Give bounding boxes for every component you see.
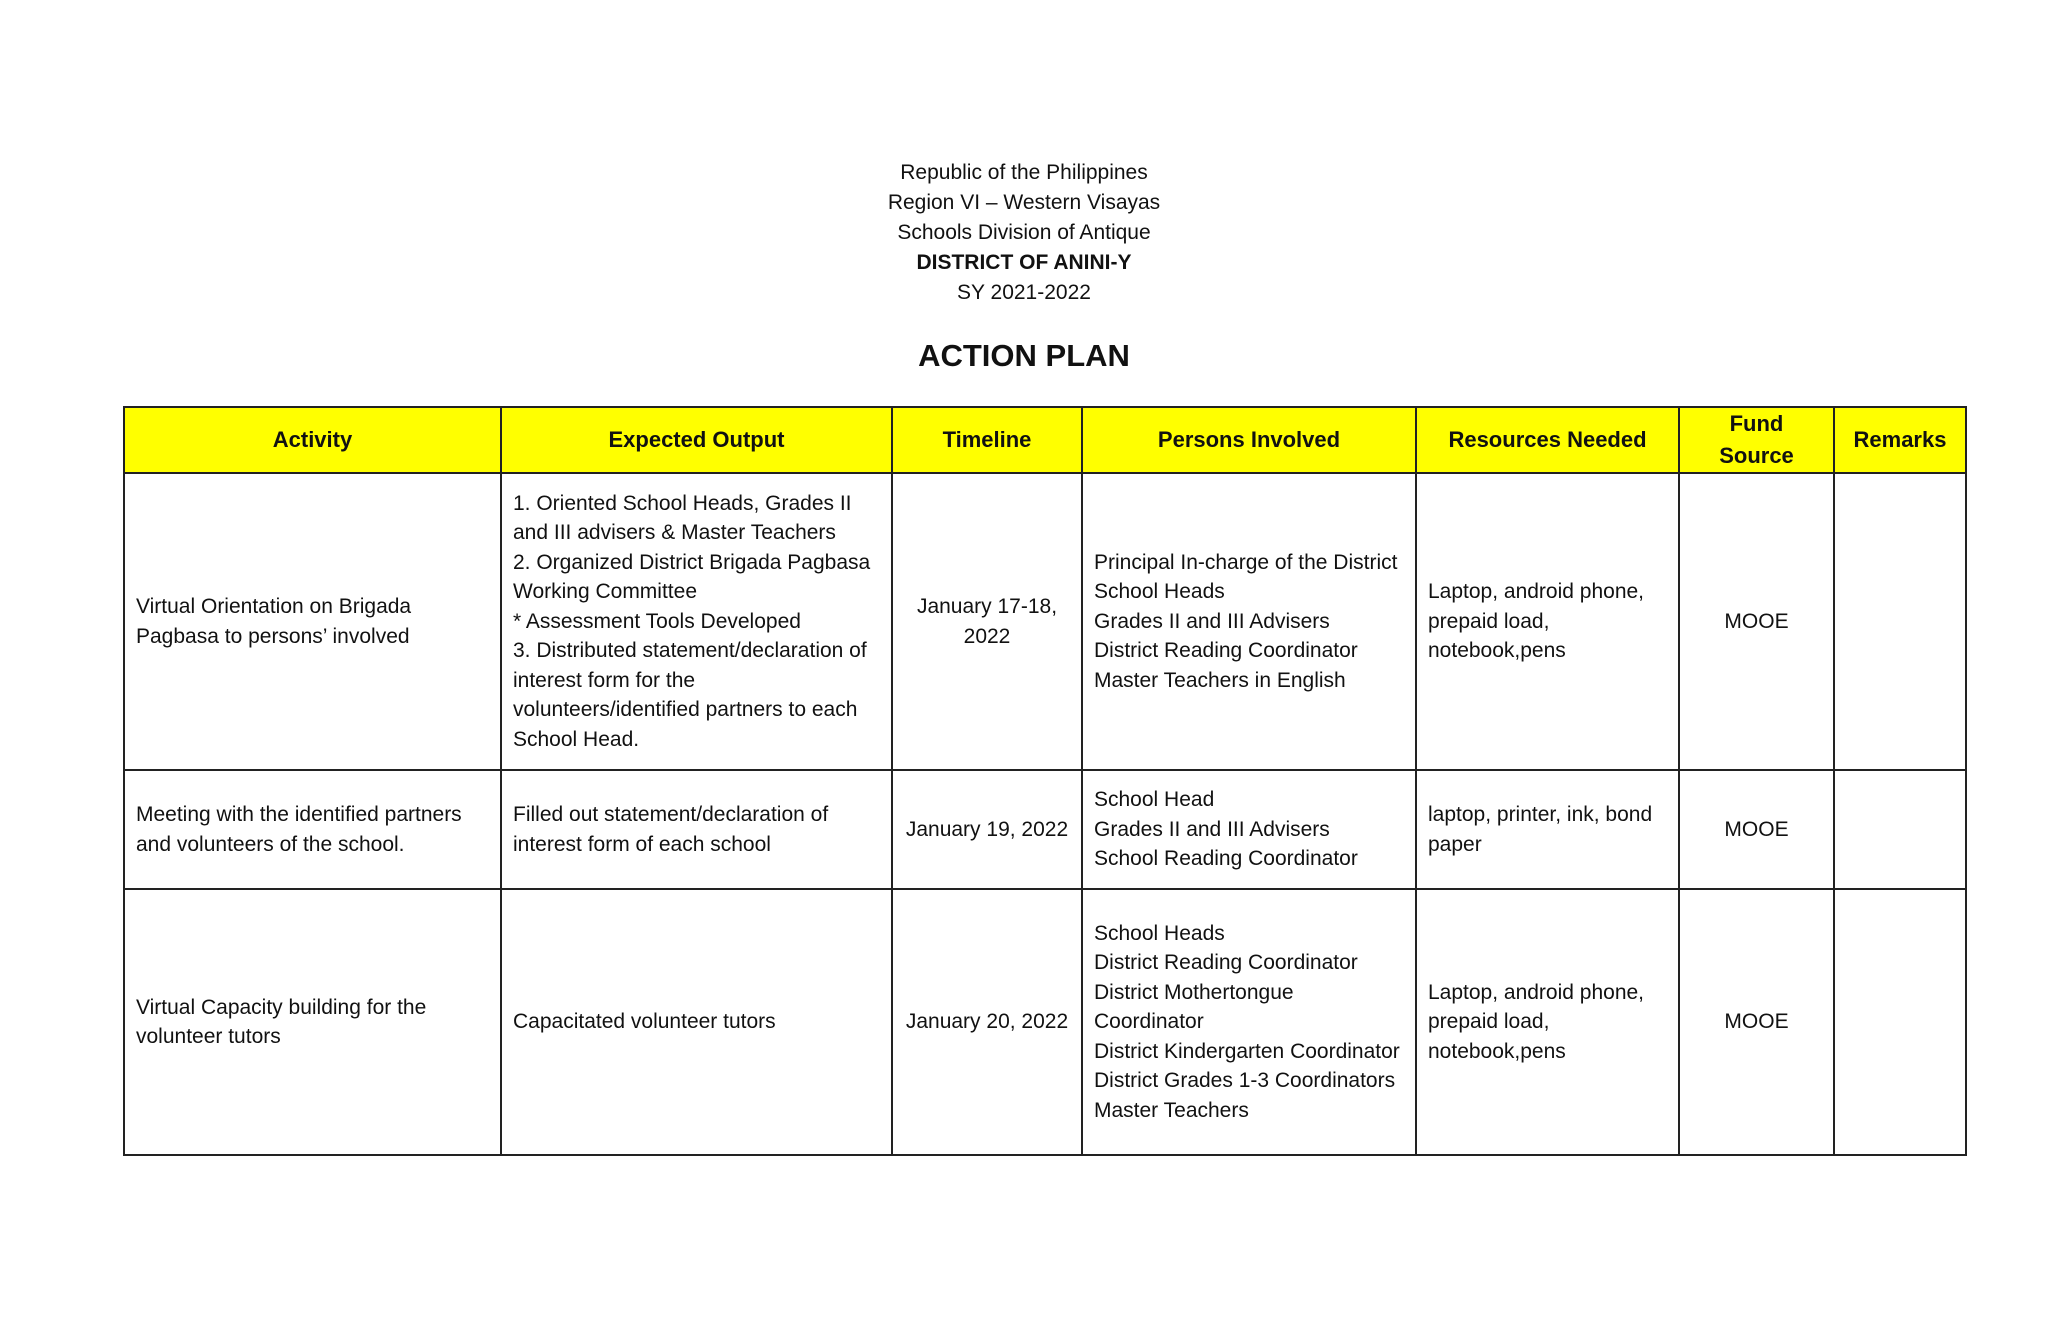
- column-header-resources-needed: Resources Needed: [1416, 407, 1679, 473]
- timeline-cell: January 20, 2022: [892, 889, 1082, 1155]
- header-school-year: SY 2021-2022: [957, 281, 1091, 304]
- header-region: Region VI – Western Visayas: [887, 191, 1161, 214]
- document-header: [0, 158, 2048, 308]
- timeline-cell: January 17-18, 2022: [892, 473, 1082, 770]
- fund-source-cell: MOOE: [1679, 770, 1834, 889]
- persons-involved-cell: Principal In-charge of the District School Heads Grades II and III Advisers District Reading Coordinator Master Teachers in English: [1082, 473, 1416, 770]
- activity-cell: Virtual Orientation on Brigada Pagbasa to persons’ involved: [124, 473, 501, 770]
- table-row: [124, 770, 1966, 889]
- expected-output-cell: Filled out statement/declaration of interest form of each school: [501, 770, 892, 889]
- table-row: [124, 889, 1966, 1155]
- activity-cell: Meeting with the identified partners and volunteers of the school.: [124, 770, 501, 889]
- column-header-persons-involved: Persons Involved: [1082, 407, 1416, 473]
- column-header-activity: Activity: [124, 407, 501, 473]
- column-header-fund-source: Fund Source: [1679, 407, 1834, 473]
- table-row: [124, 473, 1966, 770]
- table-header-row: [124, 407, 1966, 473]
- column-header-timeline: Timeline: [892, 407, 1082, 473]
- fund-source-cell: MOOE: [1679, 473, 1834, 770]
- resources-needed-cell: Laptop, android phone, prepaid load, notebook,pens: [1416, 473, 1679, 770]
- persons-involved-cell: School Head Grades II and III Advisers School Reading Coordinator: [1082, 770, 1416, 889]
- expected-output-cell: Capacitated volunteer tutors: [501, 889, 892, 1155]
- remarks-cell: [1834, 889, 1966, 1155]
- activity-cell: Virtual Capacity building for the volunteer tutors: [124, 889, 501, 1155]
- persons-involved-cell: School Heads District Reading Coordinator District Mothertongue Coordinator District Kindergarten Coordinator District Grades 1-3 Coordinators Master Teachers: [1082, 889, 1416, 1155]
- fund-source-cell: MOOE: [1679, 889, 1834, 1155]
- action-plan-table: [123, 406, 1967, 1156]
- column-header-remarks: Remarks: [1834, 407, 1966, 473]
- header-country: Republic of the Philippines: [900, 161, 1148, 184]
- remarks-cell: [1834, 770, 1966, 889]
- header-division: Schools Division of Antique: [897, 221, 1151, 244]
- page-title: ACTION PLAN: [918, 338, 1130, 373]
- header-district: DISTRICT OF ANINI-Y: [916, 251, 1132, 274]
- remarks-cell: [1834, 473, 1966, 770]
- resources-needed-cell: laptop, printer, ink, bond paper: [1416, 770, 1679, 889]
- column-header-expected-output: Expected Output: [501, 407, 892, 473]
- resources-needed-cell: Laptop, android phone, prepaid load, notebook,pens: [1416, 889, 1679, 1155]
- expected-output-cell: 1. Oriented School Heads, Grades II and III advisers & Master Teachers 2. Organized District Brigada Pagbasa Working Committee * Assessment Tools Developed 3. Distributed statement/declaration of interest form for the volunteers/identified partners to each School Head.: [501, 473, 892, 770]
- timeline-cell: January 19, 2022: [892, 770, 1082, 889]
